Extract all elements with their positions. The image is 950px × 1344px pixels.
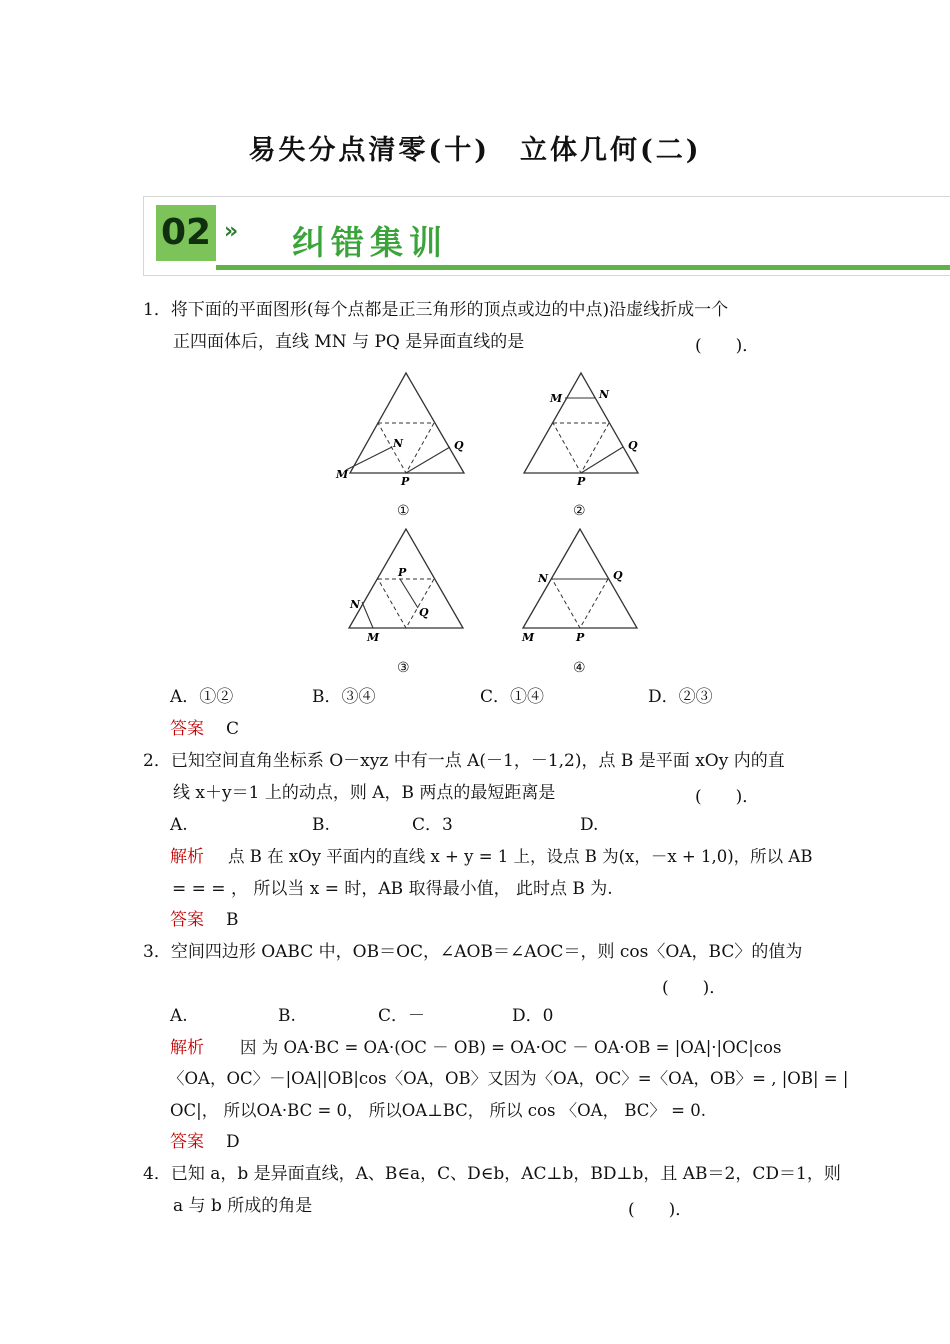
q4-line2: a 与 b 所成的角是 — [173, 1196, 313, 1216]
fig1-label-q: Q — [454, 439, 464, 452]
fig3-line-mn — [362, 602, 373, 628]
q3-line1: 3．空间四边形 OABC 中，OB＝OC，∠AOB＝∠AOC＝，则 cos〈OA，BC〉的值为 — [143, 942, 803, 962]
fig2-label-p: P — [577, 475, 586, 488]
q2-line2: 线 x＋y＝1 上的动点，则 A，B 两点的最短距离是 — [173, 783, 556, 803]
q2-paren: ( )． — [695, 787, 760, 807]
q1-answer: C — [226, 719, 240, 739]
figure-1-label: ① — [397, 503, 410, 519]
q3-analysis-line2: 〈OA，OC〉－|OA||OB|cos〈OA，OB〉又因为〈OA，OC〉=〈OA，OB〉= , |OB| = | — [168, 1069, 849, 1088]
fig1-line-mn — [346, 447, 392, 470]
q3-analysis-line3: OC|， 所以OA·BC = 0， 所以OA⊥BC， 所以 cos 〈OA， BC〉 = 0. — [170, 1101, 706, 1120]
fig3-label-n: N — [350, 598, 361, 611]
q1-option-c[interactable]: C．①④ — [480, 687, 545, 707]
fig1-label-n: N — [393, 437, 404, 450]
figure-4 — [512, 522, 652, 647]
q2-answer-label: 答案 — [170, 910, 204, 930]
q3-answer-label: 答案 — [170, 1132, 204, 1152]
q2-analysis-label: 解析 — [170, 847, 204, 867]
section-label: 纠错集训 — [292, 223, 448, 262]
q3-analysis-line1: 因 为 OA·BC = OA·(OC － OB) = OA·OC － OA·OB = |OA|·|OC|cos — [240, 1038, 782, 1057]
figure-1 — [330, 365, 480, 490]
figure-3 — [338, 522, 478, 647]
q3-option-a[interactable]: A. — [170, 1006, 188, 1026]
q2-option-a[interactable]: A. — [170, 815, 188, 835]
fig3-label-m: M — [367, 631, 380, 644]
q2-option-c[interactable]: C．3 — [412, 815, 453, 835]
q4-line1: 4．已知 a，b 是异面直线，A、B∈a，C、D∈b，AC⊥b，BD⊥b，且 AB＝2，CD＝1，则 — [143, 1164, 841, 1184]
fig2-label-n: N — [599, 388, 610, 401]
fig4-label-q: Q — [613, 569, 623, 582]
page-title: 易失分点清零(十) 立体几何(二) — [248, 135, 702, 166]
fig1-line-pq — [406, 447, 450, 473]
q3-paren: ( )． — [662, 978, 727, 998]
fig4-inner-triangle — [552, 579, 608, 628]
double-chevron-icon: » — [224, 219, 239, 244]
figure-2 — [510, 365, 660, 490]
q2-analysis-line2: = = = ， 所以当 x = 时，AB 取得最小值， 此时点 B 为. — [172, 879, 613, 899]
fig2-inner-triangle — [553, 423, 609, 473]
fig4-label-m: M — [522, 631, 535, 644]
q2-answer: B — [226, 910, 239, 930]
q1-line2: 正四面体后，直线 MN 与 PQ 是异面直线的是 — [173, 332, 525, 352]
q3-option-c[interactable]: C．－ — [378, 1006, 426, 1026]
q2-line1: 2．已知空间直角坐标系 O－xyz 中有一点 A(－1，－1,2)，点 B 是平面 xOy 内的直 — [143, 751, 785, 771]
q2-option-d[interactable]: D. — [580, 815, 599, 835]
banner-underline — [216, 265, 950, 270]
q3-analysis-label: 解析 — [170, 1038, 204, 1058]
q2-option-b[interactable]: B. — [312, 815, 330, 835]
q3-answer: D — [226, 1132, 240, 1152]
fig1-label-p: P — [401, 475, 410, 488]
figure-2-label: ② — [573, 503, 586, 519]
fig2-label-m: M — [550, 392, 563, 405]
fig4-label-n: N — [538, 572, 549, 585]
figure-3-label: ③ — [397, 660, 410, 676]
section-number: 02 — [156, 205, 216, 261]
fig1-label-m: M — [336, 468, 349, 481]
q1-paren: ( )． — [695, 336, 760, 356]
q2-analysis-line1: 点 B 在 xOy 平面内的直线 x + y = 1 上，设点 B 为(x，－x + 1,0)，所以 AB — [228, 847, 813, 866]
fig3-line-pq — [400, 579, 418, 608]
q1-line1: 1．将下面的平面图形(每个点都是正三角形的顶点或边的中点)沿虚线折成一个 — [143, 300, 729, 320]
q4-paren: ( )． — [628, 1200, 693, 1220]
fig3-label-p: P — [398, 566, 407, 579]
q1-answer-label: 答案 — [170, 719, 204, 739]
fig3-label-q: Q — [419, 606, 429, 619]
fig4-label-p: P — [576, 631, 585, 644]
q1-option-d[interactable]: D．②③ — [648, 687, 713, 707]
q1-option-a[interactable]: A．①② — [170, 687, 234, 707]
fig1-inner-triangle — [378, 423, 434, 473]
figure-4-label: ④ — [573, 660, 586, 676]
section-banner — [143, 196, 950, 276]
fig3-inner-triangle — [378, 579, 434, 628]
fig2-label-q: Q — [628, 439, 638, 452]
q1-option-b[interactable]: B．③④ — [312, 687, 376, 707]
q3-option-b[interactable]: B. — [278, 1006, 296, 1026]
q3-option-d[interactable]: D．0 — [512, 1006, 554, 1026]
fig2-line-pq — [581, 447, 623, 473]
